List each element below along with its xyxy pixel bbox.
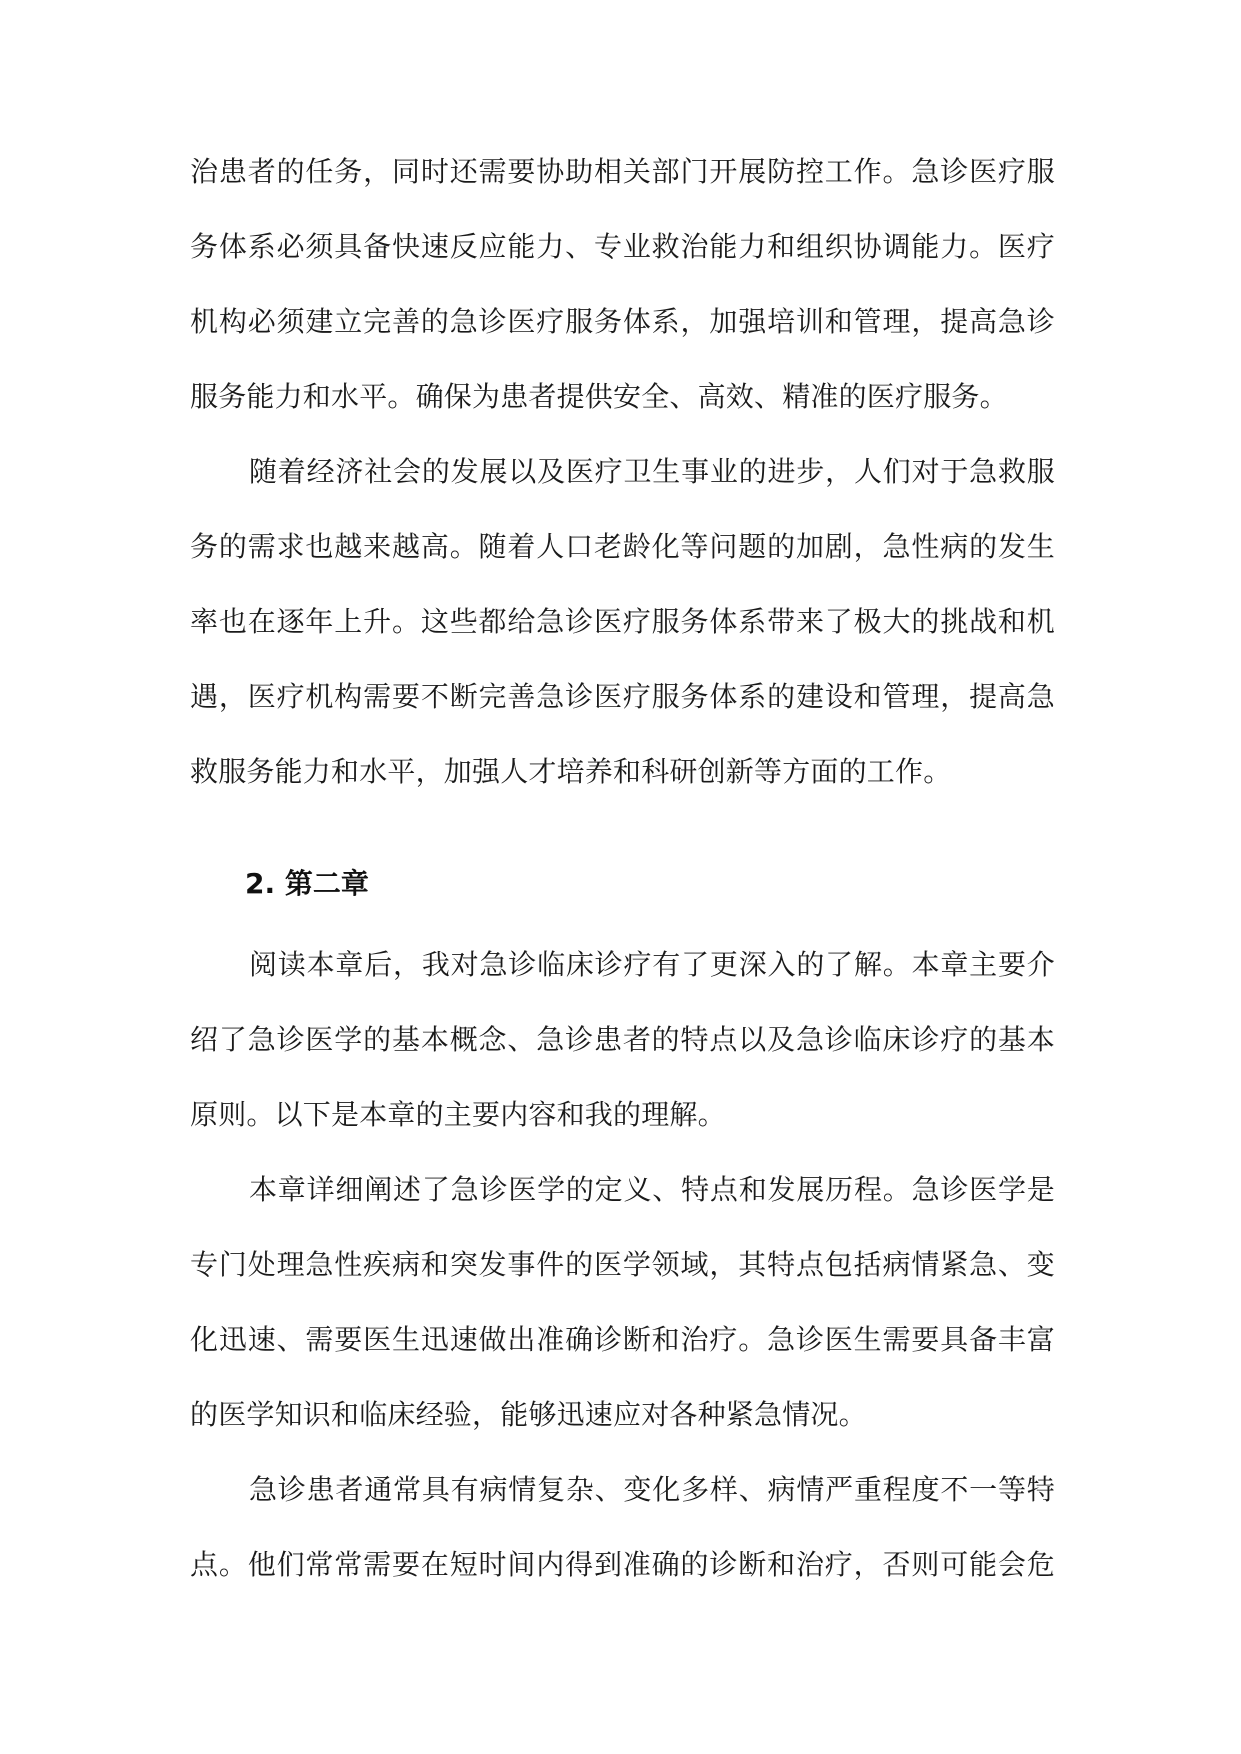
chapter-heading: 2. 第二章 — [245, 867, 369, 900]
paragraph-line: 务的需求也越来越高。随着人口老龄化等问题的加剧，急性病的发生 — [190, 530, 1055, 563]
paragraph-line: 随着经济社会的发展以及医疗卫生事业的进步，人们对于急救服 — [249, 455, 1055, 488]
paragraph-line: 遇，医疗机构需要不断完善急诊医疗服务体系的建设和管理，提高急 — [190, 680, 1055, 713]
paragraph-line: 专门处理急性疾病和突发事件的医学领域，其特点包括病情紧急、变 — [190, 1248, 1055, 1281]
paragraph-line: 化迅速、需要医生迅速做出准确诊断和治疗。急诊医生需要具备丰富 — [190, 1323, 1055, 1356]
paragraph-line: 急诊患者通常具有病情复杂、变化多样、病情严重程度不一等特 — [249, 1473, 1055, 1506]
paragraph-line: 务体系必须具备快速反应能力、专业救治能力和组织协调能力。医疗 — [190, 230, 1055, 263]
paragraph-line: 本章详细阐述了急诊医学的定义、特点和发展历程。急诊医学是 — [249, 1173, 1055, 1206]
paragraph-line: 绍了急诊医学的基本概念、急诊患者的特点以及急诊临床诊疗的基本 — [190, 1023, 1055, 1056]
paragraph-line: 率也在逐年上升。这些都给急诊医疗服务体系带来了极大的挑战和机 — [190, 605, 1055, 638]
paragraph-line: 原则。以下是本章的主要内容和我的理解。 — [190, 1098, 726, 1131]
paragraph-line: 治患者的任务，同时还需要协助相关部门开展防控工作。急诊医疗服 — [190, 155, 1055, 188]
paragraph-line: 机构必须建立完善的急诊医疗服务体系，加强培训和管理，提高急诊 — [190, 305, 1055, 338]
paragraph-line: 服务能力和水平。确保为患者提供安全、高效、精准的医疗服务。 — [190, 380, 1008, 413]
paragraph-line: 救服务能力和水平，加强人才培养和科研创新等方面的工作。 — [190, 755, 952, 788]
paragraph-line: 阅读本章后，我对急诊临床诊疗有了更深入的了解。本章主要介 — [249, 948, 1055, 981]
paragraph-line: 的医学知识和临床经验，能够迅速应对各种紧急情况。 — [190, 1398, 867, 1431]
paragraph-line: 点。他们常常需要在短时间内得到准确的诊断和治疗，否则可能会危 — [190, 1548, 1055, 1581]
